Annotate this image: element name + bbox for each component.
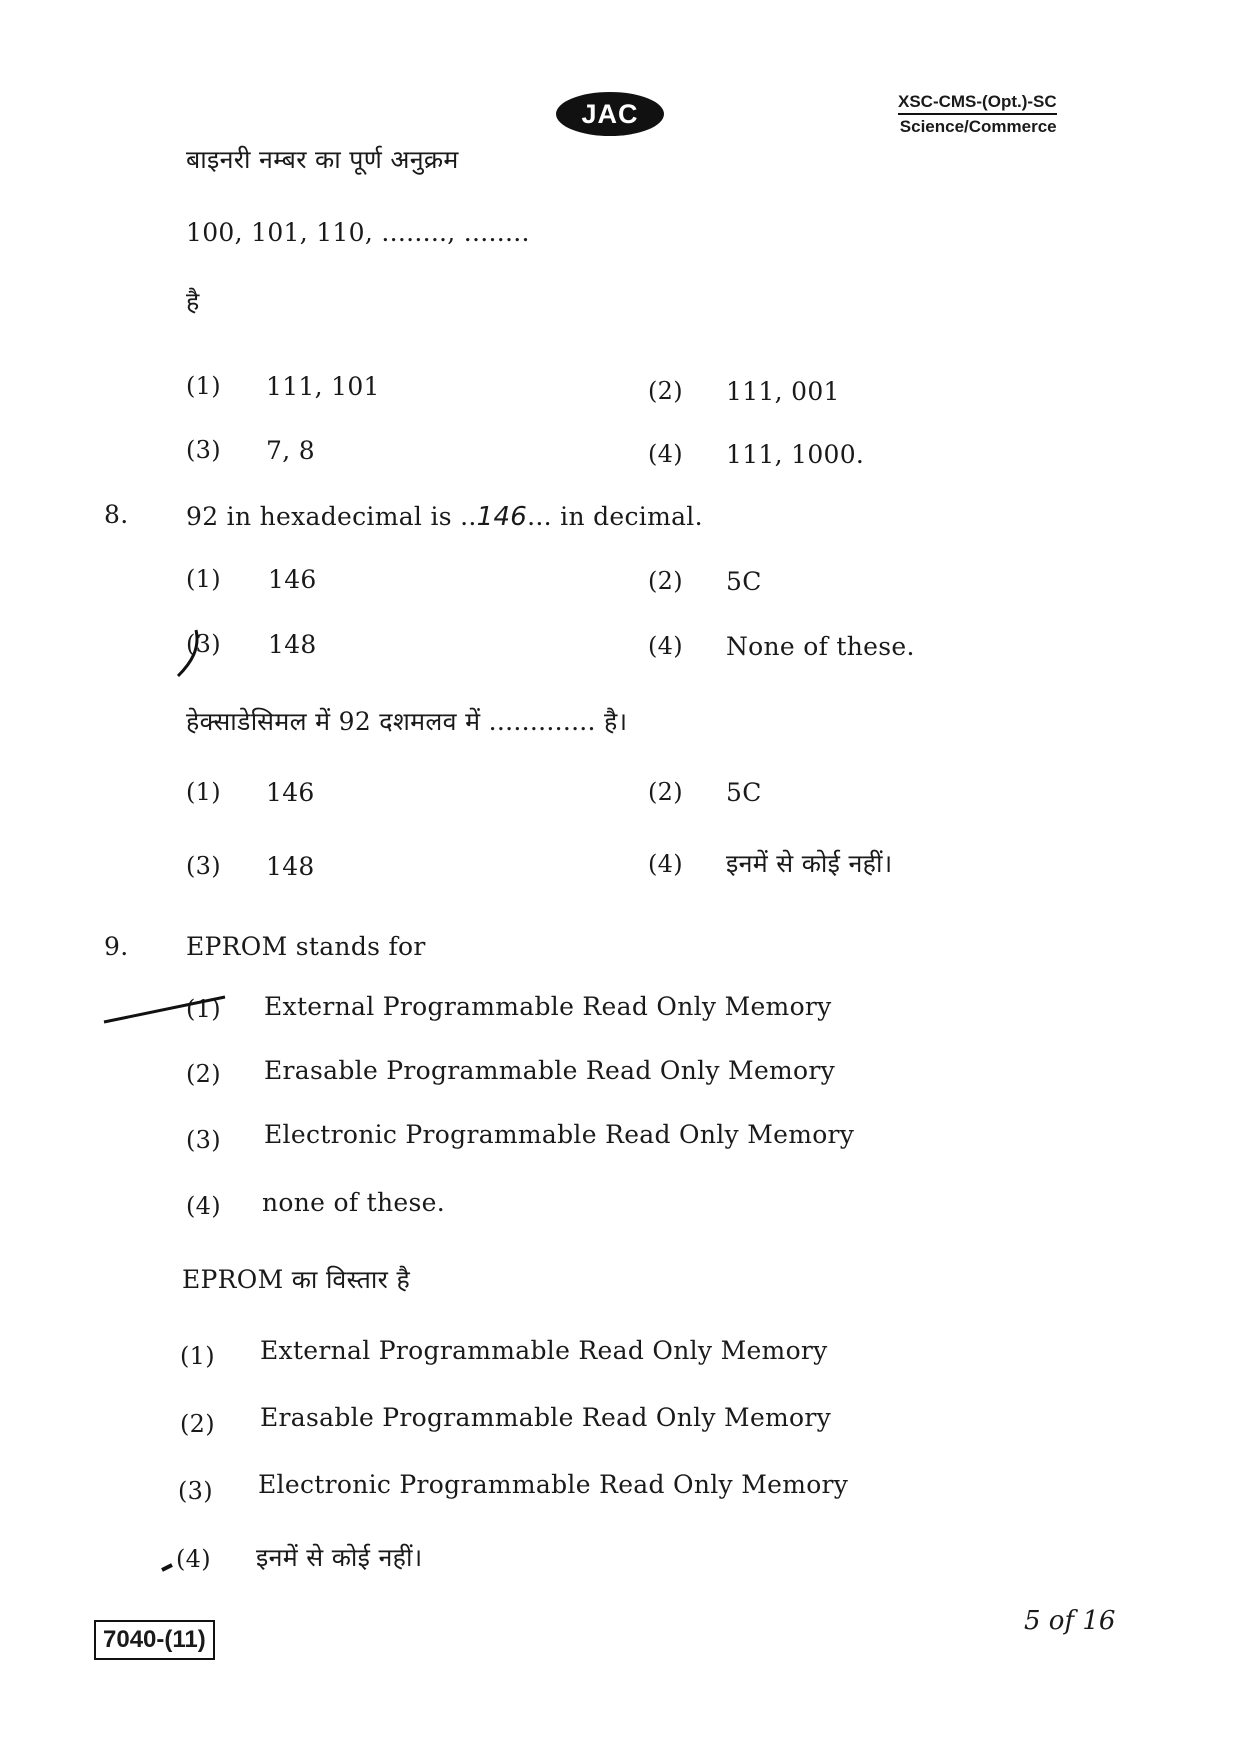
q9-hindi-option-4-number: (4) <box>176 1545 211 1573</box>
q9-option-3-text: Electronic Programmable Read Only Memory <box>264 1120 855 1149</box>
q9-hindi-bullet-mark <box>162 1565 172 1570</box>
q7-option-3-number: (3) <box>186 436 221 464</box>
q9-hindi-option-1-number: (1) <box>180 1342 215 1370</box>
q9-option-4-number: (4) <box>186 1192 221 1220</box>
q9-option-1-number: (1) <box>186 995 221 1023</box>
q9-option-4-text: none of these. <box>262 1188 445 1217</box>
paper-code: XSC-CMS-(Opt.)-SC <box>898 90 1057 115</box>
q9-hindi-option-3-number: (3) <box>178 1477 213 1505</box>
q9-hindi-option-3-text: Electronic Programmable Read Only Memory <box>258 1470 849 1499</box>
q9-question: EPROM stands for <box>186 932 426 961</box>
q7-option-1-number: (1) <box>186 372 221 400</box>
q9-option-2-number: (2) <box>186 1060 221 1088</box>
q9-option-1-text: External Programmable Read Only Memory <box>264 992 832 1021</box>
q8-option-3-text: 148 <box>268 630 317 659</box>
q9-hindi-option-2-number: (2) <box>180 1410 215 1438</box>
q8-option-1-text: 146 <box>268 565 317 594</box>
q7-sequence: 100, 101, 110, ........, ........ <box>186 218 530 247</box>
q9-option-3-number: (3) <box>186 1126 221 1154</box>
q8-option-3-number: (3) <box>186 630 221 658</box>
q8-question-after: ... in decimal. <box>527 502 703 531</box>
q7-option-1-text: 111, 101 <box>266 372 380 401</box>
q7-hindi-line3: है <box>186 287 200 316</box>
q8-hindi-option-2-text: 5C <box>726 778 762 807</box>
q8-option-2-number: (2) <box>648 567 683 595</box>
q8-handwritten-answer: 146 <box>476 502 528 532</box>
q7-option-2-text: 111, 001 <box>726 377 840 406</box>
logo-text: JAC <box>581 98 639 129</box>
q8-question-before: 92 in hexadecimal is .. <box>186 502 477 531</box>
q8-hindi-option-2-number: (2) <box>648 778 683 806</box>
footer-code-box: 7040-(11) <box>94 1620 215 1660</box>
q8-option-2-text: 5C <box>726 567 762 596</box>
q7-option-3-text: 7, 8 <box>266 436 315 465</box>
q8-hindi-option-3-number: (3) <box>186 852 221 880</box>
q9-strike-mark <box>104 997 225 1022</box>
q7-hindi-line1: बाइनरी नम्बर का पूर्ण अनुक्रम <box>186 145 459 174</box>
q7-option-2-number: (2) <box>648 377 683 405</box>
q8-hindi-option-1-text: 146 <box>266 778 315 807</box>
q9-hindi-option-1-text: External Programmable Read Only Memory <box>260 1336 828 1365</box>
q8-tick-mark <box>178 630 197 676</box>
q8-number: 8. <box>104 500 129 529</box>
q9-hindi-question: EPROM का विस्तार है <box>182 1265 411 1294</box>
q8-hindi-option-4-text: इनमें से कोई नहीं। <box>726 849 893 878</box>
q8-hindi-question: हेक्साडेसिमल में 92 दशमलव में ............. है। <box>186 707 628 736</box>
q9-hindi-option-2-text: Erasable Programmable Read Only Memory <box>260 1403 832 1432</box>
q9-number: 9. <box>104 932 129 961</box>
q8-option-4-number: (4) <box>648 632 683 660</box>
q8-option-1-number: (1) <box>186 565 221 593</box>
q8-hindi-option-1-number: (1) <box>186 778 221 806</box>
q8-hindi-option-4-number: (4) <box>648 850 683 878</box>
page-number: 5 of 16 <box>1024 1606 1116 1636</box>
q7-option-4-number: (4) <box>648 440 683 468</box>
q8-option-4-text: None of these. <box>726 632 915 661</box>
stream-label: Science/Commerce <box>899 117 1057 136</box>
q7-option-4-text: 111, 1000. <box>726 440 865 469</box>
q8-hindi-option-3-text: 148 <box>266 852 315 881</box>
q9-option-2-text: Erasable Programmable Read Only Memory <box>264 1056 836 1085</box>
q9-hindi-option-4-text: इनमें से कोई नहीं। <box>256 1543 423 1572</box>
